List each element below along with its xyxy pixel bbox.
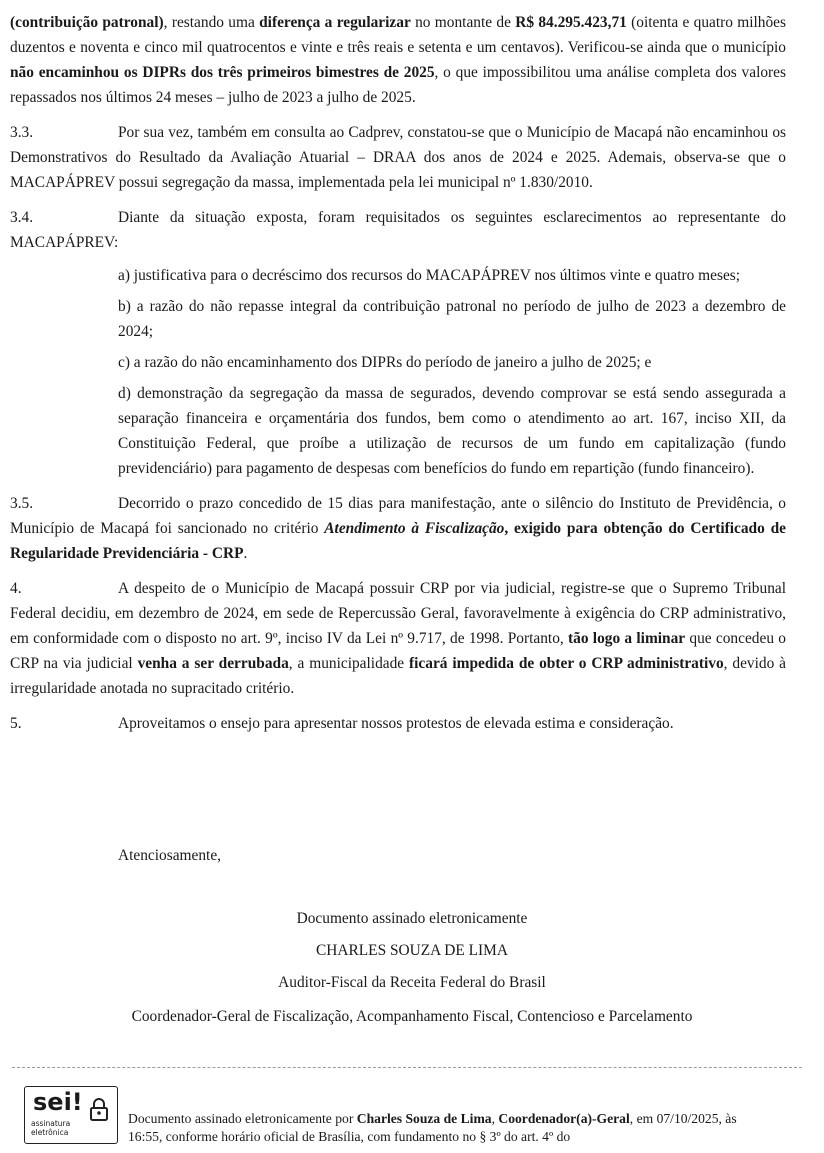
list-item-b: b) a razão do não repasse integral da contribuição patronal no período de julho de 2023 a dezembro de 2024;	[118, 298, 786, 340]
signer-department: Coordenador-Geral de Fiscalização, Acompanhamento Fiscal, Contencioso e Parcelamento	[131, 1008, 693, 1025]
signature-note: Documento assinado eletronicamente	[296, 910, 528, 927]
lock-icon	[89, 1097, 109, 1121]
sei-seal	[24, 1086, 118, 1144]
signer-role: Auditor-Fiscal da Receita Federal do Brasil	[278, 974, 546, 991]
paragraph-number: 3.5.	[10, 495, 34, 512]
document-body	[10, 0, 786, 736]
paragraph-continuation: (contribuição patronal), restando uma diferença a regularizar no montante de R$ 84.295.423,71 (oitenta e quatro milhões duzentos e noventa e cinco mil quatrocentos e vinte e três reais e setenta e um centavos). Verificou-se ainda que o município não encaminhou os DIPRs dos três primeiros bimestres de 2025, o que impossibilitou uma análise completa dos valores repassados nos últimos 24 meses – julho de 2023 a julho de 2025.	[10, 14, 787, 106]
footer-divider	[12, 1067, 802, 1068]
paragraph-number: 3.3.	[10, 124, 34, 141]
paragraph-5: 5. Aproveitamos o ensejo para apresentar nossos protestos de elevada estima e consideração.	[10, 711, 786, 736]
paragraph-3-4: 3.4. Diante da situação exposta, foram requisitados os seguintes esclarecimentos ao representante do MACAPÁPREV:	[10, 205, 786, 255]
list-item-a: a) justificativa para o decréscimo dos recursos do MACAPÁPREV nos últimos vinte e quatro meses;	[118, 267, 741, 284]
paragraph-number: 3.4.	[10, 209, 34, 226]
sei-logo: sei!	[33, 1088, 83, 1116]
sei-caption: assinatura eletrônica	[31, 1119, 71, 1137]
paragraph-number: 4.	[10, 580, 22, 597]
paragraph-number: 5.	[10, 715, 22, 732]
paragraph-4: 4. A despeito de o Município de Macapá possuir CRP por via judicial, registre-se que o Supremo Tribunal Federal decidiu, em dezembro de 2024, em sede de Repercussão Geral, favoravelmente à exigência do CRP administrativo, em conformidade com o disposto no art. 9º, inciso IV da Lei nº 9.717, de 1998. Portanto, tão logo a liminar que concedeu o CRP na via judicial venha a ser derrubada, a municipalidade ficará impedida de obter o CRP administrativo, devido à irregularidade anotada no supracitado critério.	[10, 576, 786, 701]
signer-name: CHARLES SOUZA DE LIMA	[316, 942, 508, 959]
list-item-d: d) demonstração da segregação da massa de segurados, devendo comprovar se está sendo assegurada a separação financeira e orçamentária dos fundos, bem como o atendimento ao art. 167, inciso XII, da Constituição Federal, que proíbe a utilização de recursos de um fundo em capitalização (fundo previdenciário) para pagamento de despesas com benefícios do fundo em repartição (fundo financeiro).	[118, 385, 786, 477]
footer-signature-text: Documento assinado eletronicamente por Charles Souza de Lima, Coordenador(a)-Geral, em 07/10/2025, às 16:55, conforme horário oficial de Brasília, com fundamento no § 3º do art. 4º do	[128, 1111, 737, 1144]
paragraph-3-5: 3.5. Decorrido o prazo concedido de 15 dias para manifestação, ante o silêncio do Instituto de Previdência, o Município de Macapá foi sancionado no critério Atendimento à Fiscalização, exigido para obtenção do Certificado de Regularidade Previdenciária - CRP.	[10, 491, 786, 566]
closing: Atenciosamente,	[118, 847, 221, 864]
paragraph-3-3: 3.3. Por sua vez, também em consulta ao Cadprev, constatou-se que o Município de Macapá não encaminhou os Demonstrativos do Resultado da Avaliação Atuarial – DRAA dos anos de 2024 e 2025. Ademais, observa-se que o MACAPÁPREV possui segregação da massa, implementada pela lei municipal nº 1.830/2010.	[10, 120, 786, 195]
list-item-c: c) a razão do não encaminhamento dos DIPRs do período de janeiro a julho de 2025; e	[118, 354, 652, 371]
